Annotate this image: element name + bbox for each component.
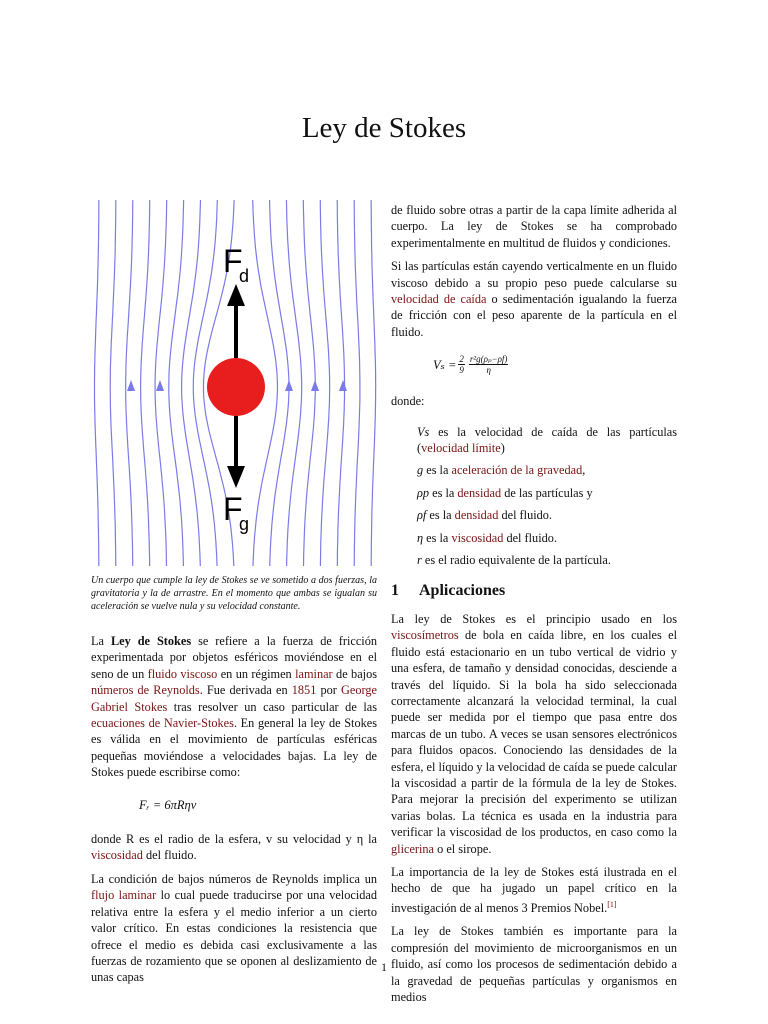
def-vs: Vs es la velocidad de caída de las partículas (velocidad límite) (417, 424, 677, 456)
intro-paragraph: La Ley de Stokes se refiere a la fuerza de fricción experimentada por objetos esféricos moviéndose en el seno de un fluido viscoso en un régimen laminar de bajos números de Reynolds. Fue derivada en 1851 por George Gabriel Stokes tras resolver un caso particular de las ecuaciones de Navier-Stokes. En general la ley de Stokes es válida en el movimiento de partículas esféricas pequeñas moviéndose a velocidades bajas. La ley de Stokes puede escribirse como: (91, 634, 378, 780)
gravity-force-arrowhead (227, 466, 245, 488)
link-aceleracion-gravedad[interactable]: aceleración de la gravedad (451, 463, 583, 478)
paragraph-sedimentation: Si las partículas están cayendo verticalmente en un fluido viscoso debido a su propio peso puede calcularse su velocidad de caída o sedimentación igualando la fuerza de fricción con el peso aparente de la partícula en el fluido. (391, 259, 678, 339)
link-densidad-fluido[interactable]: densidad (454, 508, 499, 523)
def-eta: η es la viscosidad del fluido. (417, 530, 557, 545)
drag-force-subscript: d (239, 266, 250, 286)
drag-force-label: F (223, 243, 243, 279)
link-george-stokes[interactable]: George Gabriel Stokes (91, 683, 377, 714)
link-velocidad-limite[interactable]: velocidad límite (421, 441, 501, 456)
falling-sphere (207, 358, 265, 416)
link-viscosimetros[interactable]: viscosímetros (391, 628, 459, 643)
page-number: 1 (381, 960, 387, 974)
term-ley-de-stokes: Ley de Stokes (110, 634, 192, 648)
page-title: Ley de Stokes (301, 112, 467, 144)
gravity-force-label: F (223, 491, 243, 527)
streamline (182, 200, 201, 566)
streamline (110, 200, 116, 566)
settling-velocity-formula: Vₛ = $\frac{2}{9}$ $\frac{\text{r²g(ρₚ−ρf)}}{\eta}$ (433, 354, 508, 376)
flow-direction-arrow (285, 380, 293, 391)
drag-force-arrowhead (227, 284, 245, 306)
reference-1[interactable]: [1] (607, 899, 617, 909)
section-heading-aplicaciones: 1 Aplicaciones (391, 581, 506, 599)
definition-list (417, 424, 677, 569)
stokes-formula: Fᵣ = 6πRηv (139, 797, 197, 812)
link-densidad-particulas[interactable]: densidad (457, 485, 502, 500)
link-viscosidad[interactable]: viscosidad (91, 848, 143, 863)
paragraph-variables: donde R es el radio de la esfera, v su velocidad y η la viscosidad del fluido. (91, 832, 377, 863)
link-numeros-reynolds[interactable]: números de Reynolds (91, 683, 200, 698)
def-rho-p: ρp es la densidad de las partículas y (417, 485, 593, 500)
paragraph-microorganisms: La ley de Stokes también es importante para la compresión del movimiento de microorganismos en un fluido, así como los procesos de sedimentación debido a la gravedad de pequeñas partículas y organismos en medios (391, 924, 677, 1004)
link-navier-stokes[interactable]: ecuaciones de Navier-Stokes (91, 716, 234, 731)
streamline (303, 200, 315, 566)
def-g: g es la aceleración de la gravedad, (417, 463, 586, 478)
streamline (320, 200, 329, 566)
link-flujo-laminar[interactable]: flujo laminar (91, 888, 157, 903)
def-rho-f: ρf es la densidad del fluido. (417, 508, 553, 523)
figure-caption: Un cuerpo que cumple la ley de Stokes se ve sometido a dos fuerzas, la gravitatoria y la de arrastre. En el momento que ambas se igualan su aceleración se vuelve nula y su velocidad constante. (91, 575, 377, 612)
stokes-flow-figure (91, 200, 377, 570)
streamline (141, 200, 150, 566)
left-column (91, 200, 377, 993)
streamline (95, 200, 99, 566)
flow-direction-arrow (339, 380, 347, 391)
streamline (371, 200, 376, 566)
paragraph-reynolds: La condición de bajos números de Reynolds implica un flujo laminar lo cual puede traducirse por una velocidad relativa entre la esfera y el medio inferior a un cierto valor crítico. En estas condiciones la resistencia que ofrece el medio es debida casi exclusivamente a las fuerzas de rozamiento que se oponen al deslizamiento de unas capas (91, 871, 378, 985)
link-laminar[interactable]: laminar (295, 666, 333, 681)
paragraph-nobel: La importancia de la ley de Stokes está ilustrada en el hecho de que ha jugado un papel crítico en la investigación de al menos 3 Premios Nobel.[1] (391, 865, 677, 915)
flow-direction-arrow (311, 380, 319, 391)
paragraph-viscosimetros: La ley de Stokes es el principio usado en los viscosímetros de bola en caída libre, en los cuales el fluido está estacionario en un tubo vertical de vidrio y una esfera, de tamaño y densidad conocidas, desciende a través del líquido. Si la bola ha sido seleccionada correctamente alcanzará la velocidad terminal, la cual puede ser medida por el tiempo que pasa entre dos marcas de un tubo. A veces se usan sensores electrónicos para fluidos opacos. Conociendo las densidades de la esfera, el líquido y la velocidad de caída se puede calcular la viscosidad a partir de la fórmula de la ley de Stokes. Para mejorar la precisión del experimento se utilizan varias bolas. La técnica es usada en la industria para verificar la viscosidad de los productos, en caso como la glicerina o el sirope. (391, 611, 677, 856)
link-viscosidad-def[interactable]: viscosidad (451, 530, 504, 545)
def-r: r es el radio equivalente de la partícula. (417, 553, 611, 568)
flow-direction-arrow (156, 380, 164, 391)
fraction-two-ninths: $\frac{2}{9}$ (459, 354, 464, 376)
gravity-force-subscript: g (239, 514, 250, 534)
donde-label: donde: (391, 394, 425, 409)
link-fluido-viscoso[interactable]: fluido viscoso (147, 666, 218, 681)
streamline (270, 200, 289, 566)
right-column (391, 202, 677, 1012)
flow-direction-arrow (127, 380, 135, 391)
fraction-main: $\frac{\text{r²g(ρₚ−ρf)}}{\eta}$ (469, 354, 508, 376)
link-1851[interactable]: 1851 (291, 683, 317, 698)
link-velocidad-caida[interactable]: velocidad de caída (391, 292, 487, 307)
paragraph-continuation: de fluido sobre otras a partir de la capa límite adherida al cuerpo. La ley de Stokes se ha comprobado experimentalmente en multitud de fluidos y condiciones. (391, 203, 677, 250)
link-glicerina[interactable]: glicerina (391, 841, 435, 856)
streamline (354, 200, 360, 566)
